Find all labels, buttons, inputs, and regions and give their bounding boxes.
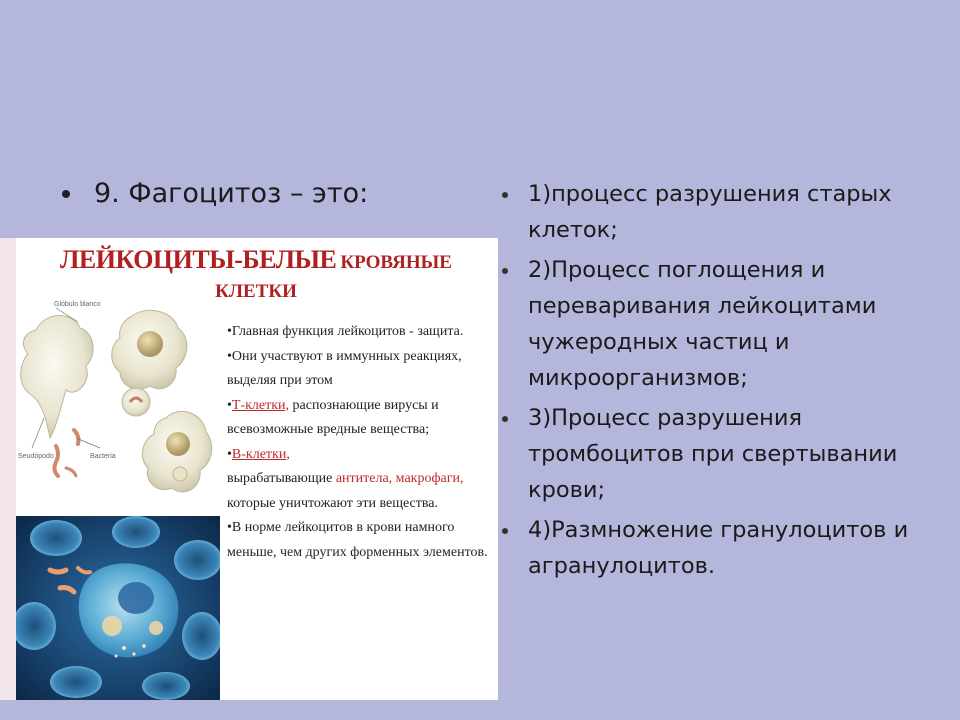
white-blood-cell-1 bbox=[21, 316, 93, 439]
label-pseudopod: Seudópodo bbox=[18, 453, 54, 460]
phagosome bbox=[149, 621, 163, 635]
phagocytosis-diagram bbox=[16, 298, 216, 518]
answer-item-4: 4)Размножение гранулоцитов и агранулоцитов. bbox=[500, 512, 940, 584]
bacteria-2 bbox=[74, 430, 79, 444]
picture-title-sub-2: КЛЕТКИ bbox=[215, 281, 297, 302]
description-line-6: •В норме лейкоцитов в крови намного меньше, чем других форменных элементов. bbox=[227, 520, 488, 560]
t-cells-term: Т-клетки, bbox=[231, 397, 290, 413]
bacteria-3 bbox=[66, 468, 76, 476]
red-blood-cell bbox=[30, 520, 82, 556]
description-line-2: •Они участвуют в иммунных реакциях, выделяя при этом bbox=[227, 348, 462, 388]
microscopy-illustration bbox=[16, 516, 220, 700]
antibodies-term: антитела, макрофаги, bbox=[335, 471, 464, 486]
description-line-1: •Главная функция лейкоцитов - защита. bbox=[227, 324, 464, 339]
leukocyte-picture bbox=[0, 238, 498, 700]
bacteria-1 bbox=[54, 446, 58, 476]
red-blood-cell bbox=[50, 666, 102, 698]
leukocyte-description bbox=[227, 320, 489, 565]
particle bbox=[115, 655, 118, 658]
bacterium bbox=[50, 570, 66, 572]
answer-item-3: 3)Процесс разрушения тромбоцитов при свертывании крови; bbox=[500, 400, 940, 508]
label-line-2 bbox=[32, 418, 44, 448]
description-line-5 bbox=[227, 467, 489, 516]
answer-item-2: 2)Процесс поглощения и переваривания лейкоцитами чужеродных частиц и микроорганизмов; bbox=[500, 252, 940, 396]
bullet-char: • bbox=[227, 446, 232, 462]
red-blood-cell bbox=[174, 540, 220, 580]
b-cells-desc-end: которые уничтожают эти вещества. bbox=[227, 495, 439, 511]
t-cells-desc: распознающие вирусы и всевозможные вредные вещества; bbox=[227, 397, 439, 437]
nucleus-2 bbox=[137, 331, 163, 357]
particle bbox=[142, 644, 146, 648]
particle bbox=[132, 652, 135, 655]
macrophage-nucleus bbox=[118, 582, 154, 614]
question-bullet bbox=[62, 178, 368, 209]
red-blood-cell bbox=[112, 516, 160, 548]
question-text: 9. Фагоцитоз – это: bbox=[94, 178, 369, 209]
description-line-4 bbox=[227, 443, 489, 468]
b-cells-term: В-клетки, bbox=[231, 446, 290, 462]
vacuole-2 bbox=[122, 388, 150, 416]
b-cells-desc-start: вырабатывающие bbox=[227, 471, 336, 486]
label-bacteria: Bacteria bbox=[90, 453, 116, 460]
vacuole-3 bbox=[173, 467, 187, 481]
bullet-char: • bbox=[227, 397, 232, 413]
description-line-3 bbox=[227, 394, 489, 443]
panel-edge-strip bbox=[0, 238, 16, 700]
label-white-blood-cell: Glóbulo blanco bbox=[54, 301, 101, 308]
nucleus-3 bbox=[166, 432, 190, 456]
answer-item-1: 1)процесс разрушения старых клеток; bbox=[500, 176, 940, 248]
red-blood-cell bbox=[142, 672, 190, 700]
answer-list bbox=[500, 176, 940, 588]
picture-title-main: ЛЕЙКОЦИТЫ-БЕЛЫЕ bbox=[60, 245, 337, 274]
picture-title-sub-1: КРОВЯНЫЕ bbox=[340, 252, 452, 273]
particle bbox=[122, 646, 126, 650]
phagosome bbox=[102, 616, 122, 636]
bullet-dot bbox=[62, 190, 70, 198]
